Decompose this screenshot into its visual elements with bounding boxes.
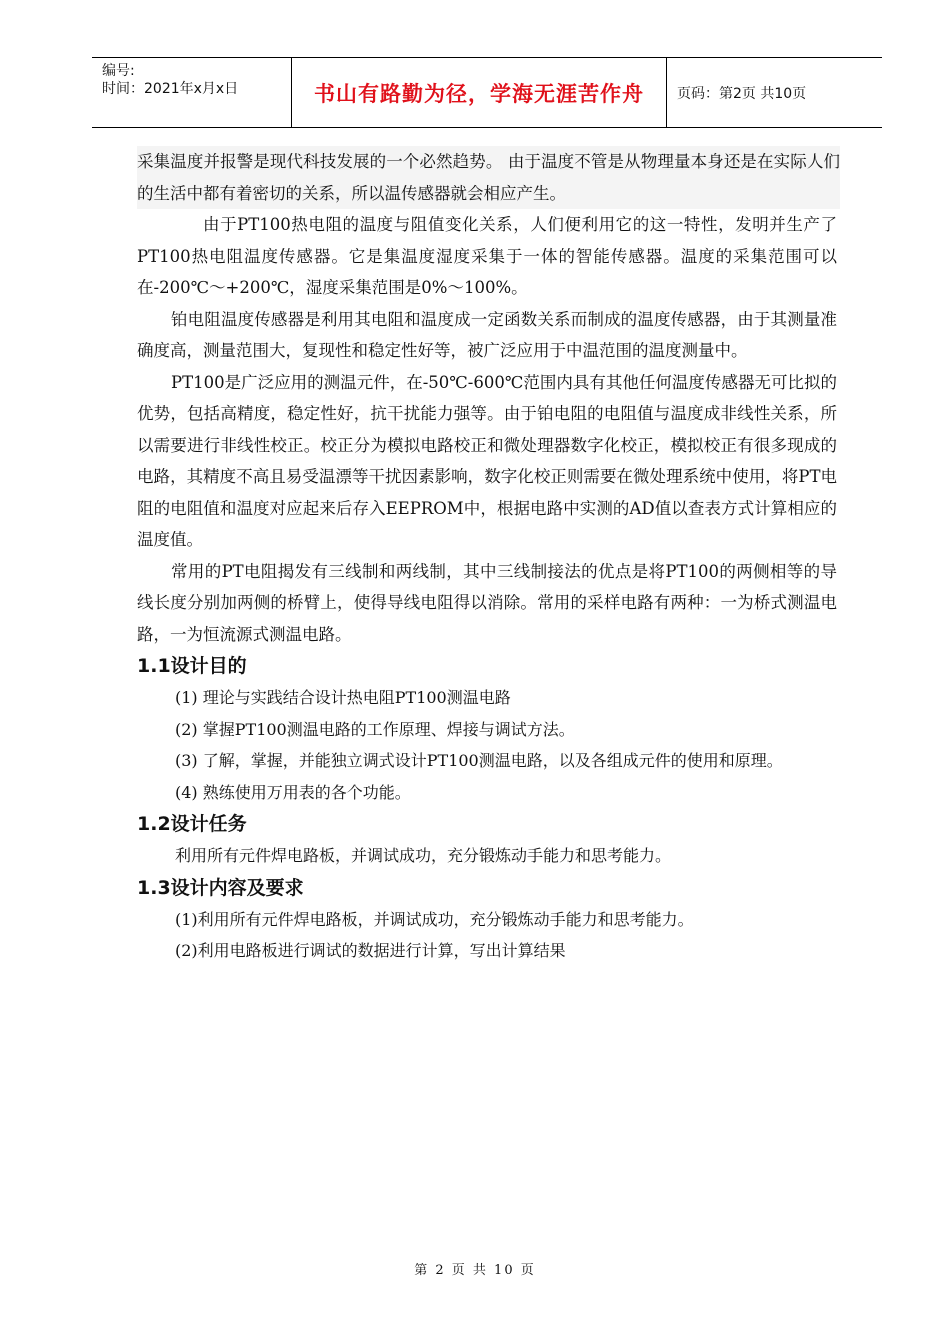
section-heading-1-1: 1.1设计目的 [137, 655, 247, 677]
header-motto: 书山有路勤为径，学海无涯苦作舟 [292, 58, 667, 127]
list-item: (3) 了解，掌握，并能独立调式设计PT100测温电路，以及各组成元件的使用和原理。 [175, 751, 783, 770]
section-heading-1-3: 1.3设计内容及要求 [137, 876, 304, 899]
list-item: (2) 掌握PT100测温电路的工作原理、焊接与调试方法。 [175, 719, 575, 739]
list-item: (1) 理论与实践结合设计热电阻PT100测温电路 [175, 688, 511, 707]
paragraph-pt100-sensor: 由于PT100热电阻的温度与阻值变化关系，人们便利用它的这一特性，发明并生产了PT100热电阻温度传感器。它是集温度湿度采集于一体的智能传感器。温度的采集范围可以在-200℃～+200℃，湿度采集范围是0%～100%。 [137, 215, 837, 297]
header-page-info: 页码：第2页 共10页 [677, 85, 807, 102]
list-item: (2)利用电路板进行调试的数据进行计算，写出计算结果 [175, 941, 566, 960]
list-item: (1)利用所有元件焊电路板，并调试成功，充分锻炼动手能力和思考能力。 [175, 909, 694, 929]
header-meta [92, 58, 292, 127]
page-header [92, 57, 882, 128]
paragraph-intro: 采集温度并报警是现代科技发展的一个必然趋势。 由于温度不管是从物理量本身还是在实际人们的生活中都有着密切的关系，所以温传感器就会相应产生。 [137, 146, 840, 209]
document-body [137, 146, 840, 967]
paragraph-pt100-application: PT100是广泛应用的测温元件，在-50℃-600℃范围内具有其他任何温度传感器无可比拟的优势，包括高精度，稳定性好，抗干扰能力强等。由于铂电阻的电阻值与温度成非线性关系，所以需要进行非线性校正。校正分为模拟电路校正和微处理器数字化校正，模拟校正有很多现成的电路，其精度不高且易受温漂等干扰因素影响，数字化校正则需要在微处理系统中使用，将PT电阻的电阻值和温度对应起来后存入EEPROM中，根据电路中实测的AD值以查表方式计算相应的温度值。 [137, 372, 837, 549]
list-item: (4) 熟练使用万用表的各个功能。 [175, 782, 411, 802]
document-time: 时间：2021年x月x日 [102, 81, 239, 97]
paragraph-platinum-resistance: 铂电阻温度传感器是利用其电阻和温度成一定函数关系而制成的温度传感器，由于其测量准确度高，测量范围大，复现性和稳定性好等，被广泛应用于中温范围的温度测量中。 [137, 309, 837, 360]
section-heading-1-2: 1.2设计任务 [137, 813, 247, 835]
page-footer: 第 2 页 共 10 页 [414, 1263, 536, 1278]
document-number-label: 编号: [102, 63, 135, 79]
paragraph-wiring-methods: 常用的PT电阻揭发有三线制和两线制，其中三线制接法的优点是将PT100的两侧相等的导线长度分别加两侧的桥臂上，使得导线电阻得以消除。常用的采样电路有两种：一为桥式测温电路，一为恒流源式测温电路。 [137, 561, 837, 644]
section-1-2-text: 利用所有元件焊电路板，并调试成功，充分锻炼动手能力和思考能力。 [175, 846, 672, 865]
